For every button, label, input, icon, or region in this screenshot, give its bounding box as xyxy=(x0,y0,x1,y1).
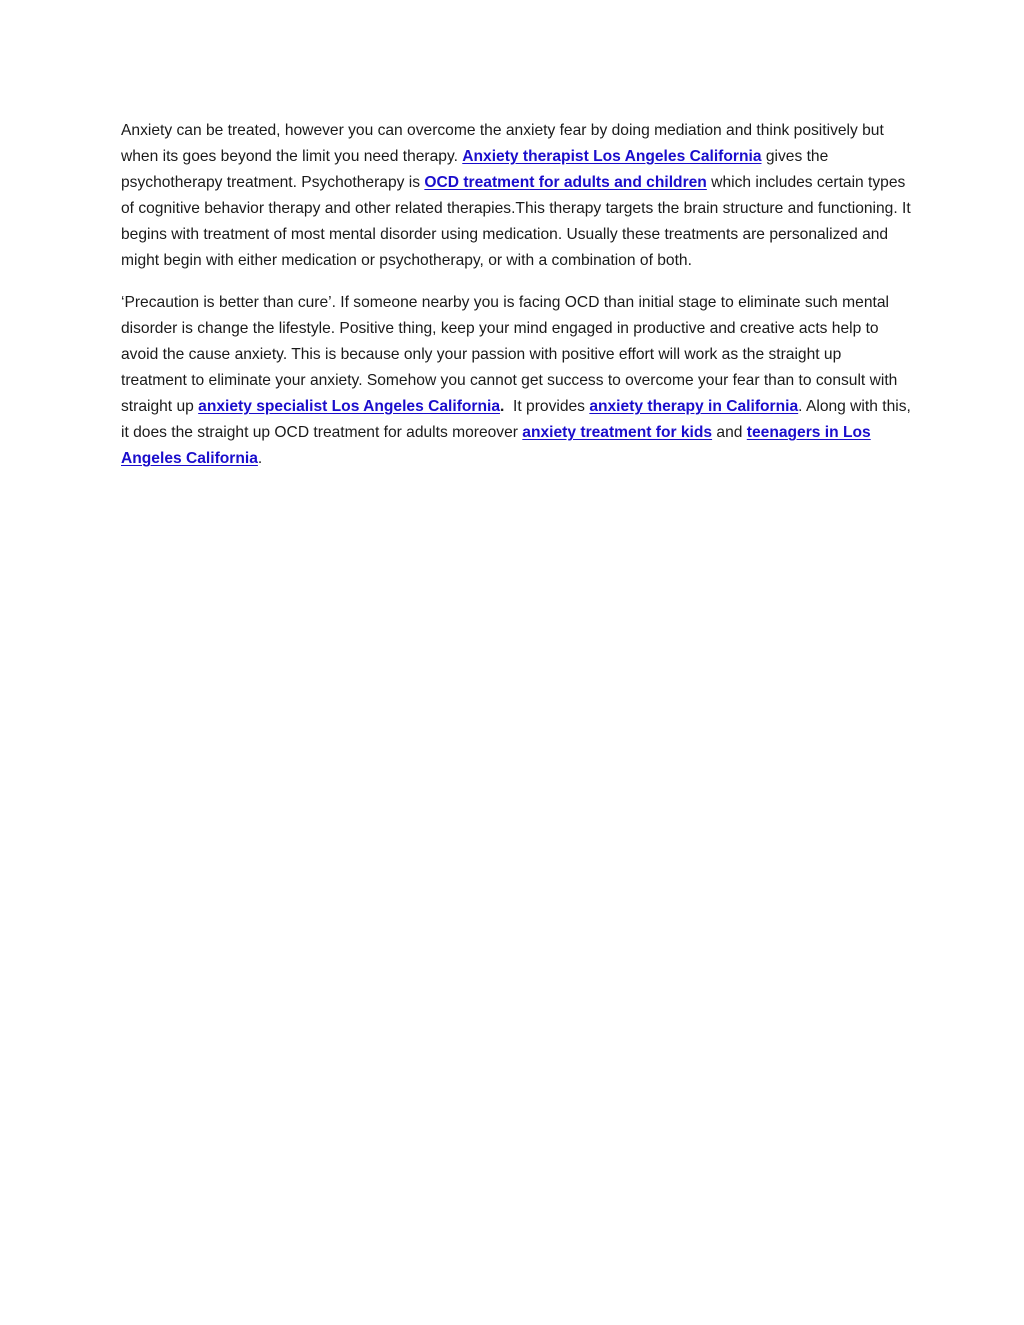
link-anxiety-therapist-la[interactable]: Anxiety therapist Los Angeles California xyxy=(462,148,762,165)
paragraph-2-text-3: . Along with this, it does the straight up OCD treatment for adults moreover xyxy=(121,398,911,441)
paragraph-1 xyxy=(121,118,911,274)
paragraph-2-text-2: It provides xyxy=(504,398,590,415)
paragraph-1-text-2: gives the psychotherapy treatment. Psychotherapy is xyxy=(121,148,829,191)
link-anxiety-specialist-la[interactable]: anxiety specialist Los Angeles California xyxy=(198,398,501,415)
document-page xyxy=(121,118,911,488)
paragraph-2-text-1: ‘Precaution is better than cure’. If someone nearby you is facing OCD than initial stage to eliminate such mental disorder is change the lifestyle. Positive thing, keep your mind engaged in productive and creative acts help to avoid the cause anxiety. This is because only your passion with positive effort will work as the straight up treatment to eliminate your anxiety. Somehow you cannot get success to overcome your fear than to consult with straight up xyxy=(121,294,898,415)
paragraph-1-text-3: which includes certain types of cognitive behavior therapy and other related therapies.This therapy targets the brain structure and functioning. It begins with treatment of most mental disorder using medication. Usually these treatments are personalized and might begin with either medication or psychotherapy, or with a combination of both. xyxy=(121,174,911,269)
link-teenagers-la[interactable]: teenagers in Los Angeles California xyxy=(121,424,871,467)
paragraph-2-text-4: and xyxy=(712,424,747,441)
paragraph-2 xyxy=(121,290,911,472)
link-ocd-treatment[interactable]: OCD treatment for adults and children xyxy=(424,174,707,191)
link-anxiety-therapy-california[interactable]: anxiety therapy in California xyxy=(589,398,799,415)
link-anxiety-treatment-kids[interactable]: anxiety treatment for kids xyxy=(522,424,713,441)
paragraph-2-bold-dot: . xyxy=(500,398,505,415)
paragraph-2-text-5: . xyxy=(257,450,263,467)
paragraph-1-text-1: Anxiety can be treated, however you can overcome the anxiety fear by doing mediation and think positively but when its goes beyond the limit you need therapy. xyxy=(121,122,884,165)
